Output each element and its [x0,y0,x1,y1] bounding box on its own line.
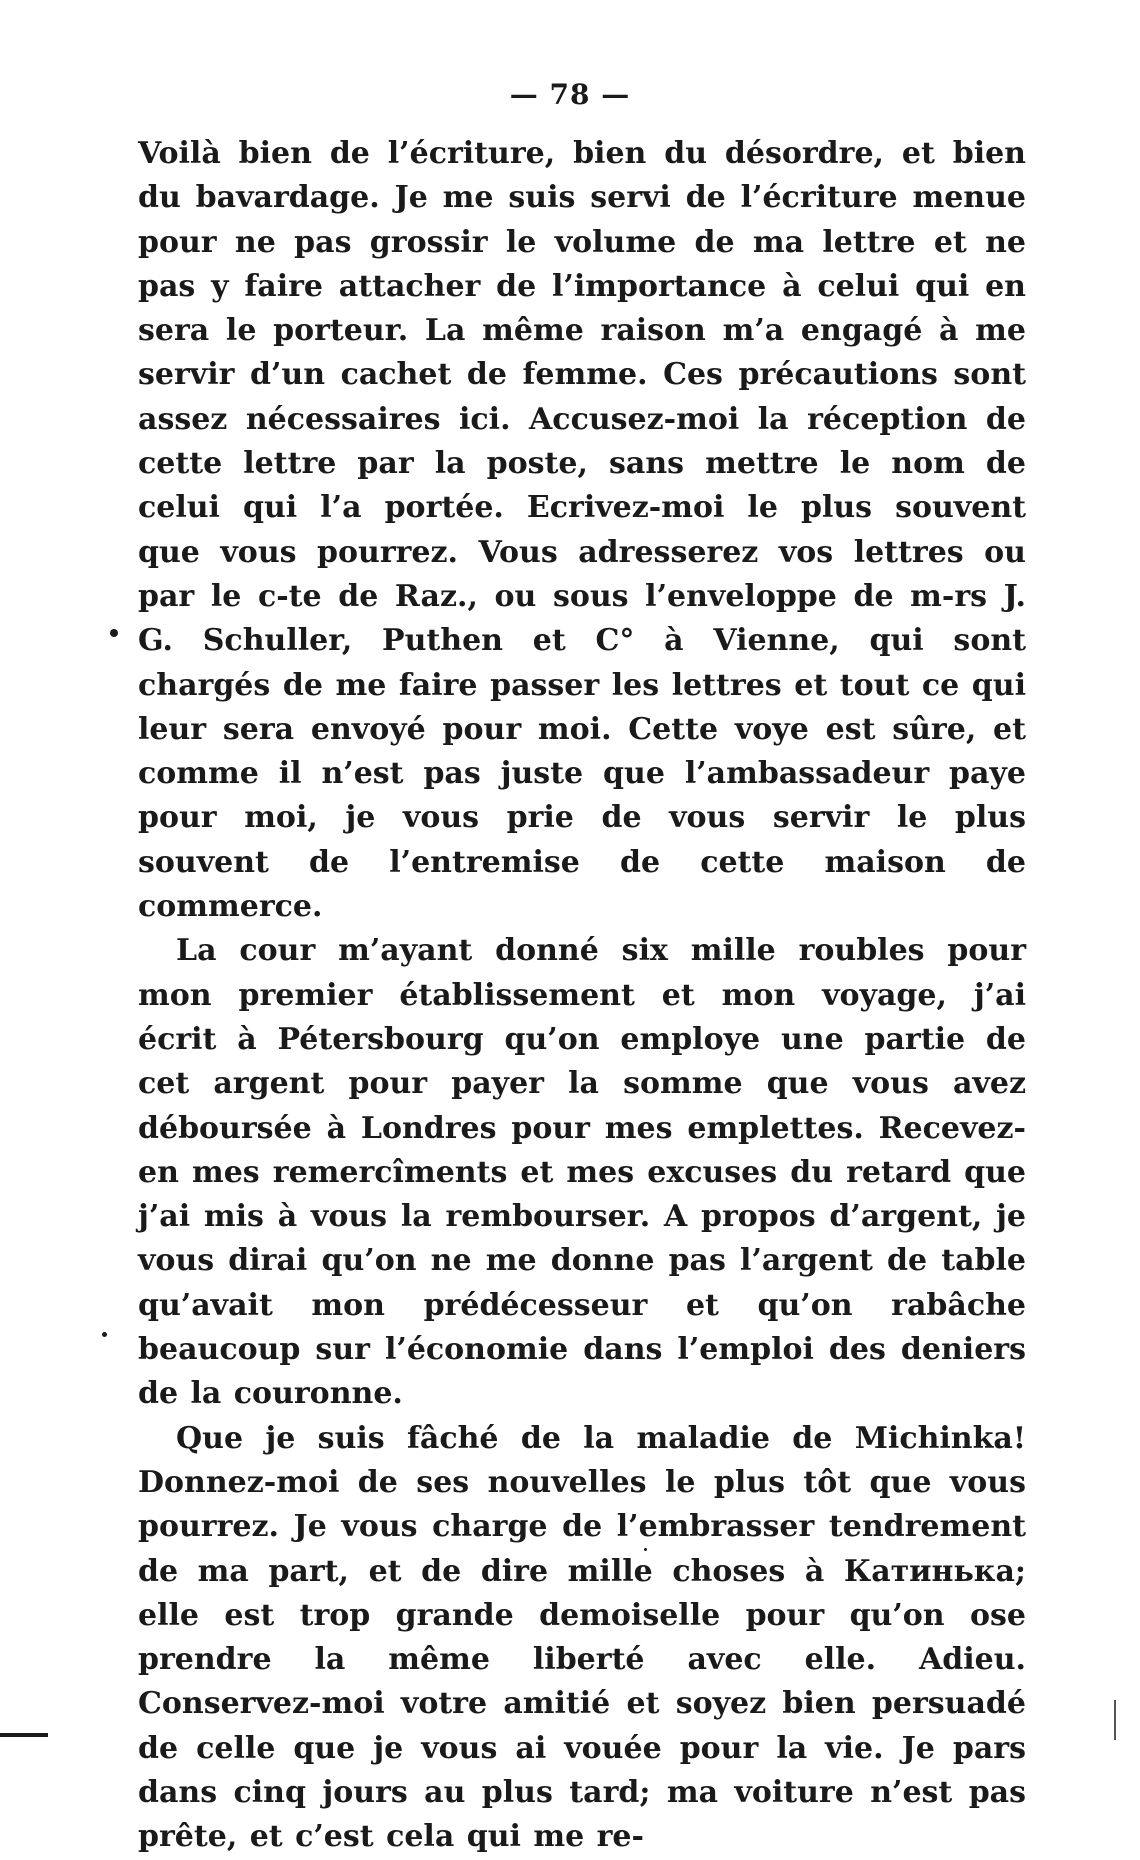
scan-edge-line [1114,1700,1116,1740]
paragraph-continuation: Voilà bien de l’écriture, bien du désordre, et bien du bavardage. Je me suis servi de l’écriture menue pour ne pas grossir le volume de ma lettre et ne pas y faire attacher de l’importance à celui qui en sera le porteur. La même raison m’a engagé à me servir d’un cachet de femme. Ces précautions sont assez nécessaires ici. Accusez-moi la réception de cette lettre par la poste, sans mettre le nom de celui qui l’a portée. Ecrivez-moi le plus souvent que vous pourrez. Vous adresserez vos lettres ou par le c-te de Raz., ou sous l’enveloppe de m-rs J. G. Schuller, Puthen et C° à Vienne, qui sont chargés de me faire passer les lettres et tout ce qui leur sera envoyé pour moi. Cette voye est sûre, et comme il n’est pas juste que l’ambassadeur paye pour moi, je vous prie de vous servir le plus souvent de l’entremise de cette maison de commerce. [138,136,1026,925]
paragraph-farewell: Que je suis fâché de la maladie de Michinka! Donnez-moi de ses nouvelles le plus tôt que vous pourrez. Je vous charge de l’embrasser tendrement de ma part, et de dire mille choses à Катинька; elle est trop grande demoiselle pour qu’on ose prendre la même liberté avec elle. Adieu. Conservez-moi votre amitié et soyez bien persuadé de celle que je vous ai vouée pour la vie. Je pars dans cinq jours au plus tard; ma voiture n’est pas prête, et c’est cela qui me re- [138,1420,1026,1855]
paragraph-money: La cour m’ayant donné six mille roubles pour mon premier établissement et mon voyage, j’ai écrit à Pétersbourg qu’on employe une partie de cet argent pour payer la somme que vous avez déboursée à Londres pour mes emplettes. Recevez-en mes remercîments et mes excuses du retard que j’ai mis à vous la rembourser. A propos d’argent, je vous dirai qu’on ne me donne pas l’argent de table qu’avait mon prédécesseur et qu’on rabâche beaucoup sur l’économie dans l’emploi des deniers de la couronne. [138,933,1026,1412]
margin-dot-mark [102,1332,107,1337]
stray-ink-dot [644,1548,647,1551]
scan-edge-mark [0,1733,48,1737]
page-number: — 78 — [509,78,631,111]
margin-dot-mark [110,629,118,637]
letter-text [138,132,1026,1860]
